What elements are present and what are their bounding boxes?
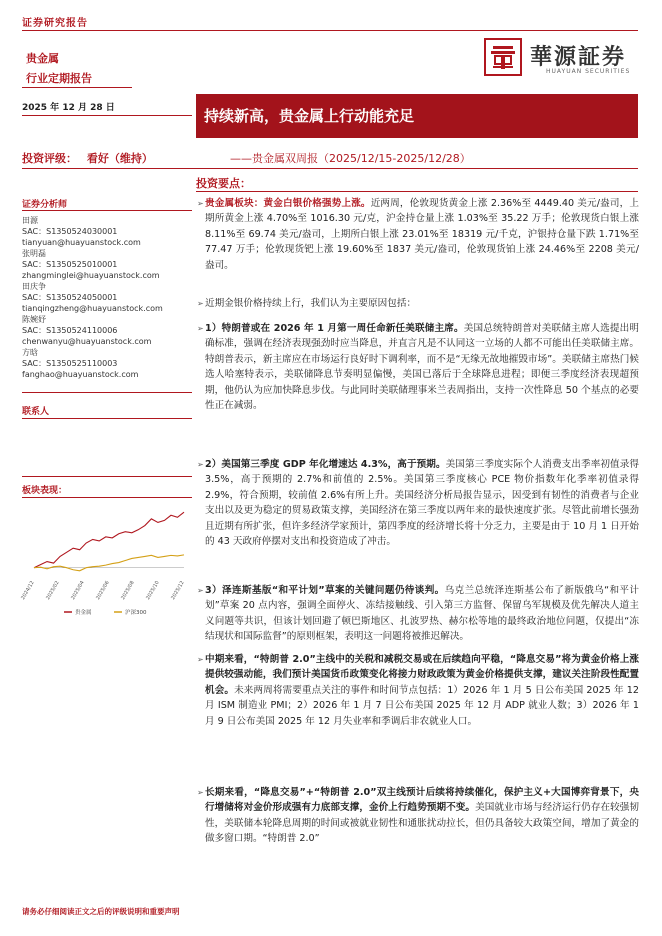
paragraph-body: 近期金银价格持续上行，我们认为主要原因包括：: [205, 298, 417, 309]
analyst-name: 方晗: [22, 348, 38, 357]
paragraph-reasons: [197, 296, 639, 311]
analyst-email[interactable]: tianyuan@huayuanstock.com: [22, 238, 141, 247]
analyst-heading: 证券分析师: [22, 200, 68, 210]
series-line-0: [34, 512, 184, 568]
bullet-arrow-icon: ➢: [197, 199, 204, 208]
analyst-sac: SAC：S1350525010001: [22, 260, 118, 269]
company-logo-icon: [484, 38, 522, 76]
chart-heading-divider: [22, 497, 192, 498]
bullet-arrow-icon: ➢: [197, 299, 204, 308]
analyst-name: 田庆争: [22, 282, 46, 291]
analyst-divider: [22, 210, 192, 211]
paragraph-body: 近两周，伦敦现货黄金上涨 2.36%至 4449.40 美元/盎司，上期所黄金上涨 4.70%至 1016.30 元/克，沪金持仓量上涨 1.03%至 35.22 万手；伦敦现货白银上涨 8.11%至 69.74 美元/盎司，上期所白银上涨 23.01%至 18319 元/千克，沪银持仓量下跌 1.71%至 77.47 万手；伦敦现货钯上涨 19.60%至 1837 美元/盎司，伦敦现货铂上涨 24.46%至 2208 美元/盎司。: [205, 198, 640, 271]
paragraph-body: 美国总统特朗普对美联储主席人选提出明确标准，强调在经济表现强劲时应当降息，并直言凡是不认同这一立场的人都不可能出任美联储主席。特朗普表示，新主席应在市场运行良好时下调利率，而不是“无缘无故地摧毁市场”。美联储主席热门候选人哈塞特表示，美联储降息节奏明显偏慢，美国已落后于全球降息进程；即便三季度经济表现超预期，他仍认为应加快降息步伐。与此同时美联储理事米兰表周指出，支持一次性降息 50 个基点的必要性正在减弱。: [205, 323, 639, 412]
legend-label: 贵金属: [75, 610, 92, 616]
analyst-name: 田源: [22, 216, 38, 225]
company-name-en: HUAYUAN SECURITIES: [546, 68, 631, 75]
date-divider: [22, 115, 192, 116]
contact-divider: [22, 418, 192, 419]
rating: [22, 150, 153, 166]
analyst-sac: SAC：S1350524110006: [22, 326, 118, 335]
paragraph-lead: 2）美国第三季度 GDP 年化增速达 4.3%，高于预期。: [205, 459, 446, 470]
paragraph-lead: 长期来看，“降息交易”+“特朗普 2.0”双主线预计后续将持续催化，保护主义+大国博弈背景下，央行增储将对金价形成强有力底部支撑，金价上行趋势预期不变。: [205, 787, 639, 814]
contact-heading: 联系人: [22, 407, 50, 417]
analyst-email[interactable]: chenwanyu@huayuanstock.com: [22, 337, 152, 346]
analyst-email[interactable]: tianqingzheng@huayuanstock.com: [22, 304, 163, 313]
bullet-arrow-icon: ➢: [197, 586, 204, 595]
series-line-1: [34, 555, 184, 571]
key-points-heading: 投资要点：: [196, 177, 251, 190]
paragraph-body: 未来两周将需要重点关注的事件和时间节点包括：1）2026 年 1 月 5 日公布美国 2025 年 12 月 ISM 制造业 PMI；2）2026 年 1 月 7 日公布美国 2025 年 12 月 ADP 就业人数；3）2026 年 1 月 9 日公布美国 2025 年 12 月失业率和季调后非农就业人口。: [205, 684, 640, 727]
x-tick-label: 2025/12: [170, 580, 186, 601]
x-tick-label: 2025/02: [45, 580, 61, 601]
analyst-email[interactable]: zhangminglei@huayuanstock.com: [22, 271, 160, 280]
bullet-arrow-icon: ➢: [197, 655, 204, 664]
x-tick-label: 2025/08: [120, 580, 136, 601]
paragraph-reason-1: [197, 321, 639, 413]
report-date: 2025 年 12 月 28 日: [22, 103, 115, 113]
paragraph-lead: 1）特朗普或在 2026 年 1 月第一周任命新任美联储主席。: [205, 323, 464, 334]
paragraph-sector: [197, 196, 640, 273]
paragraph-lead: 贵金属板块：黄金白银价格强势上涨。: [205, 198, 371, 209]
x-tick-label: 2024/12: [20, 580, 36, 601]
x-tick-label: 2025/04: [70, 580, 86, 601]
paragraph-long-term: [197, 785, 640, 847]
bullet-arrow-icon: ➢: [197, 324, 204, 333]
analyst-sac: SAC：S1350524030001: [22, 227, 118, 236]
chart-top-divider: [22, 476, 192, 477]
sector-performance-chart: [22, 500, 192, 620]
x-tick-label: 2025/06: [95, 580, 111, 601]
report-subtitle: ——贵金属双周报（2025/12/15-2025/12/28）: [230, 152, 471, 165]
analyst-name: 陈婉妤: [22, 315, 46, 324]
analyst-entry: [22, 215, 192, 248]
rating-divider: [22, 168, 638, 169]
paragraph-mid-term: [197, 652, 640, 729]
rating-value: 看好（维持）: [86, 152, 153, 165]
key-points-divider: [196, 191, 638, 192]
paragraph-lead: 中期来看，“特朗普 2.0”主线中的关税和减税交易或在后续趋向平稳，“降息交易”将为黄金价格上涨提供较强动能，我们预计美国货币政策变化将接力财政政策为黄金价格提供支撑，建议关注阶段性配置机会。: [205, 654, 639, 696]
analyst-list: [22, 215, 192, 380]
analyst-bottom-divider: [22, 392, 192, 393]
report-type: 证券研究报告: [22, 18, 88, 29]
paragraph-body: 乌克兰总统泽连斯基公布了新版俄乌“和平计划”草案 20 点内容，强调全面停火、冻结接触线、引入第三方监督、保留乌军规模及优先解决人道主义问题等共识，但该计划回避了顿巴斯地区、扎波罗热、赫尔松等地的最终政治地位问题，仅提出“冻结现状和国际监督”的原则框架，表明这一问题将被推迟解决。: [205, 585, 639, 643]
paragraph-lead: 3）泽连斯基版“和平计划”草案的关键问题仍待谈判。: [205, 585, 445, 596]
analyst-entry: [22, 347, 192, 380]
bullet-arrow-icon: ➢: [197, 788, 204, 797]
legend-label: 沪深300: [125, 610, 147, 616]
paragraph-reason-2: [197, 457, 639, 549]
analyst-entry: [22, 281, 192, 314]
x-tick-label: 2025/10: [145, 580, 161, 601]
chart-heading: 板块表现：: [22, 486, 68, 496]
category-primary: 贵金属: [26, 52, 59, 65]
analyst-entry: [22, 248, 192, 281]
footer-disclaimer: 请务必仔细阅读正文之后的评级说明和重要声明: [22, 907, 180, 916]
category-secondary: 行业定期报告: [26, 72, 92, 85]
rating-label: 投资评级：: [22, 152, 77, 165]
analyst-sac: SAC：S1350524050001: [22, 293, 118, 302]
category-divider: [22, 87, 132, 88]
header-divider: [22, 30, 638, 31]
analyst-entry: [22, 314, 192, 347]
analyst-email[interactable]: fanghao@huayuanstock.com: [22, 370, 139, 379]
analyst-name: 张明磊: [22, 249, 46, 258]
analyst-sac: SAC：S1350525110003: [22, 359, 118, 368]
paragraph-body: 美国第三季度实际个人消费支出季率初值录得 3.5%，高于预期的 2.7%和前值的 2.5%。美国第三季度核心 PCE 物价指数年化季率初值录得 2.9%，符合预期，较前值 2.6%有所上升。美国经济分析局报告显示，因受到有韧性的消费者与企业支出以及更为稳定的贸易政策支撑，美国经济在第三季度以两年来的最快速度扩张。尽管此前增长强劲且近期有所扩张，但许多经济学家预计，第四季度的经济增长将十分乏力，主要是由于 10 月 1 日开始的 43 天政府停摆对支出和投资造成了冲击。: [205, 459, 639, 548]
bullet-arrow-icon: ➢: [197, 460, 204, 469]
chart-svg: [22, 500, 192, 620]
company-name: 華源証券: [530, 44, 627, 70]
paragraph-body: 美国就业市场与经济运行仍存在较强韧性，美联储本轮降息周期的时间或被就业韧性和通胀扰动拉长，但仍具备较大政策空间，增加了黄金的做多窗口期。“特朗普 2.0”: [205, 802, 640, 845]
paragraph-reason-3: [197, 583, 639, 645]
report-title: 持续新高，贵金属上行动能充足: [196, 94, 638, 138]
